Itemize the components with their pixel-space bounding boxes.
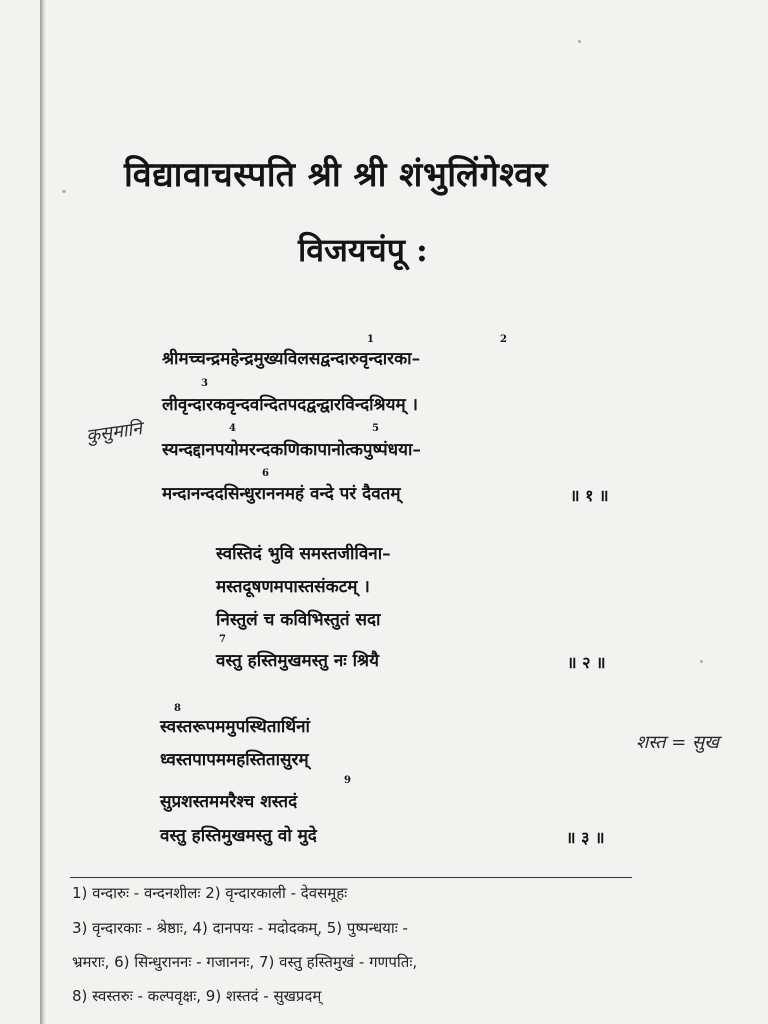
verse-line: स्वस्तिदं भुवि समस्तजीविना– bbox=[216, 544, 391, 564]
footnote-line: भ्रमराः, 6) सिन्धुराननः - गजाननः, 7) वस्तु हस्तिमुखं - गणपतिः, bbox=[72, 953, 418, 971]
scan-speck bbox=[578, 40, 581, 43]
footnote-ref: 1 bbox=[367, 334, 374, 345]
footnote-ref: 8 bbox=[174, 703, 181, 714]
verse-line: वस्तु हस्तिमुखमस्तु वो मुदे bbox=[160, 826, 317, 846]
verse-line: मन्दानन्ददसिन्धुराननमहं वन्दे परं दैवतम् bbox=[162, 484, 401, 504]
scan-speck bbox=[62, 190, 66, 193]
footnote-ref: 7 bbox=[219, 634, 226, 645]
page-binding-edge bbox=[40, 0, 46, 1024]
page-title: विद्यावाचस्पति श्री श्री शंभुलिंगेश्वर bbox=[124, 155, 549, 195]
page-subtitle: विजयचंपू : bbox=[298, 231, 428, 269]
verse-line: स्वस्तरूपममुपस्थितार्थिनां bbox=[160, 717, 310, 737]
footnote-ref: 9 bbox=[344, 775, 351, 786]
handwritten-margin-note: शस्त = सुख bbox=[636, 732, 719, 753]
verse-line: लीवृन्दारकवृन्दवन्दितपदद्वन्द्वारविन्दश्रियम् । bbox=[162, 395, 418, 415]
verse-number: ॥ १ ॥ bbox=[570, 486, 609, 505]
verse-line: निस्तुलं च कविभिस्तुतं सदा bbox=[216, 610, 381, 630]
footnote-line: 1) वन्दारुः - वन्दनशीलः 2) वृन्दारकाली - देवसमूहः bbox=[72, 884, 348, 902]
footnote-divider bbox=[70, 877, 632, 878]
verse-line: श्रीमच्चन्द्रमहेन्द्रमुख्यविलसद्वन्दारुवृन्दारका– bbox=[162, 349, 421, 369]
footnote-ref: 2 bbox=[500, 334, 507, 345]
footnote-line: 8) स्वस्तरुः - कल्पवृक्षः, 9) शस्तदं - सुखप्रदम् bbox=[72, 987, 322, 1005]
verse-line: वस्तु हस्तिमुखमस्तु नः श्रियै bbox=[216, 651, 379, 671]
footnote-ref: 5 bbox=[372, 423, 379, 434]
verse-line: सुप्रशस्तममरैश्च शस्तदं bbox=[160, 792, 298, 812]
verse-line: स्यन्दद्दानपयोमरन्दकणिकापानोत्कपुष्पंधया– bbox=[162, 440, 421, 460]
verse-number: ॥ २ ॥ bbox=[567, 653, 606, 672]
verse-line: ध्वस्तपापममहस्तितासुरम् bbox=[160, 750, 309, 770]
handwritten-margin-note: कुसुमानि bbox=[84, 418, 144, 447]
footnote-ref: 4 bbox=[229, 423, 236, 434]
footnote-ref: 3 bbox=[201, 378, 208, 389]
footnote-ref: 6 bbox=[262, 468, 269, 479]
footnote-line: 3) वृन्दारकाः - श्रेष्ठाः, 4) दानपयः - मदोदकम्, 5) पुष्पन्धयाः - bbox=[72, 919, 408, 937]
verse-number: ॥ ३ ॥ bbox=[566, 828, 605, 847]
scan-speck bbox=[700, 660, 703, 663]
verse-line: मस्तदूषणमपास्तसंकटम् । bbox=[216, 577, 370, 597]
